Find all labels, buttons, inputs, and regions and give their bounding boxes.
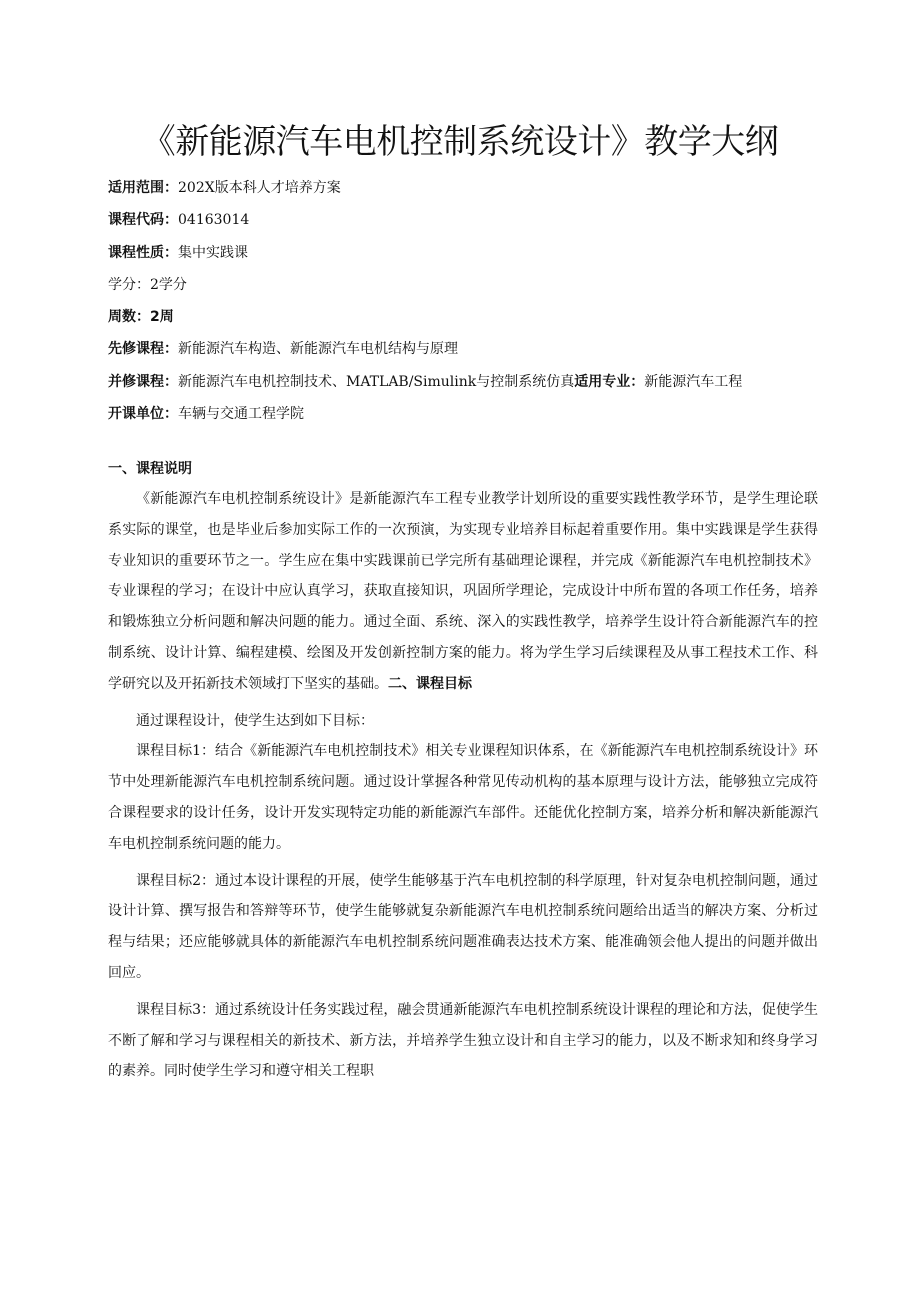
- goal-3-paragraph: 课程目标3：通过系统设计任务实践过程，融会贯通新能源汽车电机控制系统设计课程的理论和方法，促使学生不断了解和学习与课程相关的新技术、新方法，并培养学生独立设计和自主学习的能力，以及不断求知和终身学习的素养。同时使学生学习和遵守相关工程职: [108, 1001, 818, 1080]
- meta-coreq-label: 并修课程：: [108, 373, 178, 390]
- course-description-paragraph: [108, 484, 818, 700]
- meta-dept-value: 车辆与交通工程学院: [178, 406, 304, 423]
- document-body: [108, 484, 818, 1087]
- meta-code-value: 04163014: [178, 212, 250, 229]
- course-description-text: 《新能源汽车电机控制系统设计》是新能源汽车工程专业教学计划所设的重要实践性教学环节，是学生理论联系实际的课堂，也是毕业后参加实际工作的一次预演，为实现专业培养目标起着重要作用。集中实践课是学生获得专业知识的重要环节之一。学生应在集中实践课前已学完所有基础理论课程，并完成《新能源汽车电机控制技术》专业课程的学习；在设计中应认真学习，获取直接知识，巩固所学理论，完成设计中所布置的各项工作任务，培养和锻炼独立分析问题和解决问题的能力。通过全面、系统、深入的实践性教学，培养学生设计符合新能源汽车的控制系统、设计计算、编程建模、绘图及开发创新控制方案的能力。将为学生学习后续课程及从事工程技术工作、科学研究以及开拓新技术领域打下坚实的基础。: [108, 491, 818, 692]
- goal-1-paragraph: 课程目标1：结合《新能源汽车电机控制技术》相关专业课程知识体系，在《新能源汽车电机控制系统设计》环节中处理新能源汽车电机控制系统问题。通过设计掌握各种常见传动机构的基本原理与设计方法，能够独立完成符合课程要求的设计任务，设计开发实现特定功能的新能源汽车部件。还能优化控制方案，培养分析和解决新能源汽车电机控制系统问题的能力。: [108, 743, 818, 852]
- section-2-heading: 二、课程目标: [388, 675, 472, 692]
- meta-coreq-value: 新能源汽车电机控制技术、MATLAB/Simulink与控制系统仿真: [178, 373, 575, 390]
- meta-nature: [108, 237, 828, 269]
- meta-weeks-label: 周数：2周: [108, 309, 174, 326]
- meta-major-value: 新能源汽车工程: [644, 373, 743, 390]
- meta-dept: [108, 398, 828, 430]
- meta-scope: [108, 172, 828, 204]
- meta-credits-label: 学分：: [108, 276, 150, 293]
- meta-coreq: [108, 366, 828, 398]
- meta-prereq-label: 先修课程：: [108, 341, 178, 358]
- meta-credits-value: 2学分: [150, 276, 187, 293]
- meta-weeks: [108, 301, 828, 333]
- goal-2-paragraph: 课程目标2：通过本设计课程的开展，使学生能够基于汽车电机控制的科学原理，针对复杂电机控制问题，通过设计计算、撰写报告和答辩等环节，使学生能够就复杂新能源汽车电机控制系统问题给出适当的解决方案、分析过程与结果；还应能够就具体的新能源汽车电机控制系统问题准确表达技术方案、能准确领会他人提出的问题并做出回应。: [108, 872, 818, 981]
- goals-intro: 通过课程设计，使学生达到如下目标：: [136, 712, 374, 729]
- meta-nature-label: 课程性质：: [108, 244, 178, 261]
- meta-code: [108, 204, 828, 236]
- meta-credits: [108, 269, 828, 301]
- document-title: 《新能源汽车电机控制系统设计》教学大纲: [141, 122, 779, 162]
- meta-dept-label: 开课单位：: [108, 406, 178, 423]
- meta-nature-value: 集中实践课: [178, 244, 248, 261]
- meta-prereq-value: 新能源汽车构造、新能源汽车电机结构与原理: [178, 341, 458, 358]
- meta-scope-value: 202X版本科人才培养方案: [178, 180, 341, 196]
- section-1-heading: 一、课程说明: [108, 461, 192, 477]
- meta-code-label: 课程代码：: [108, 212, 178, 229]
- meta-major-label: 适用专业：: [574, 373, 645, 390]
- course-meta: [108, 172, 828, 430]
- meta-prereq: [108, 333, 828, 365]
- meta-scope-label: 适用范围：: [108, 180, 178, 196]
